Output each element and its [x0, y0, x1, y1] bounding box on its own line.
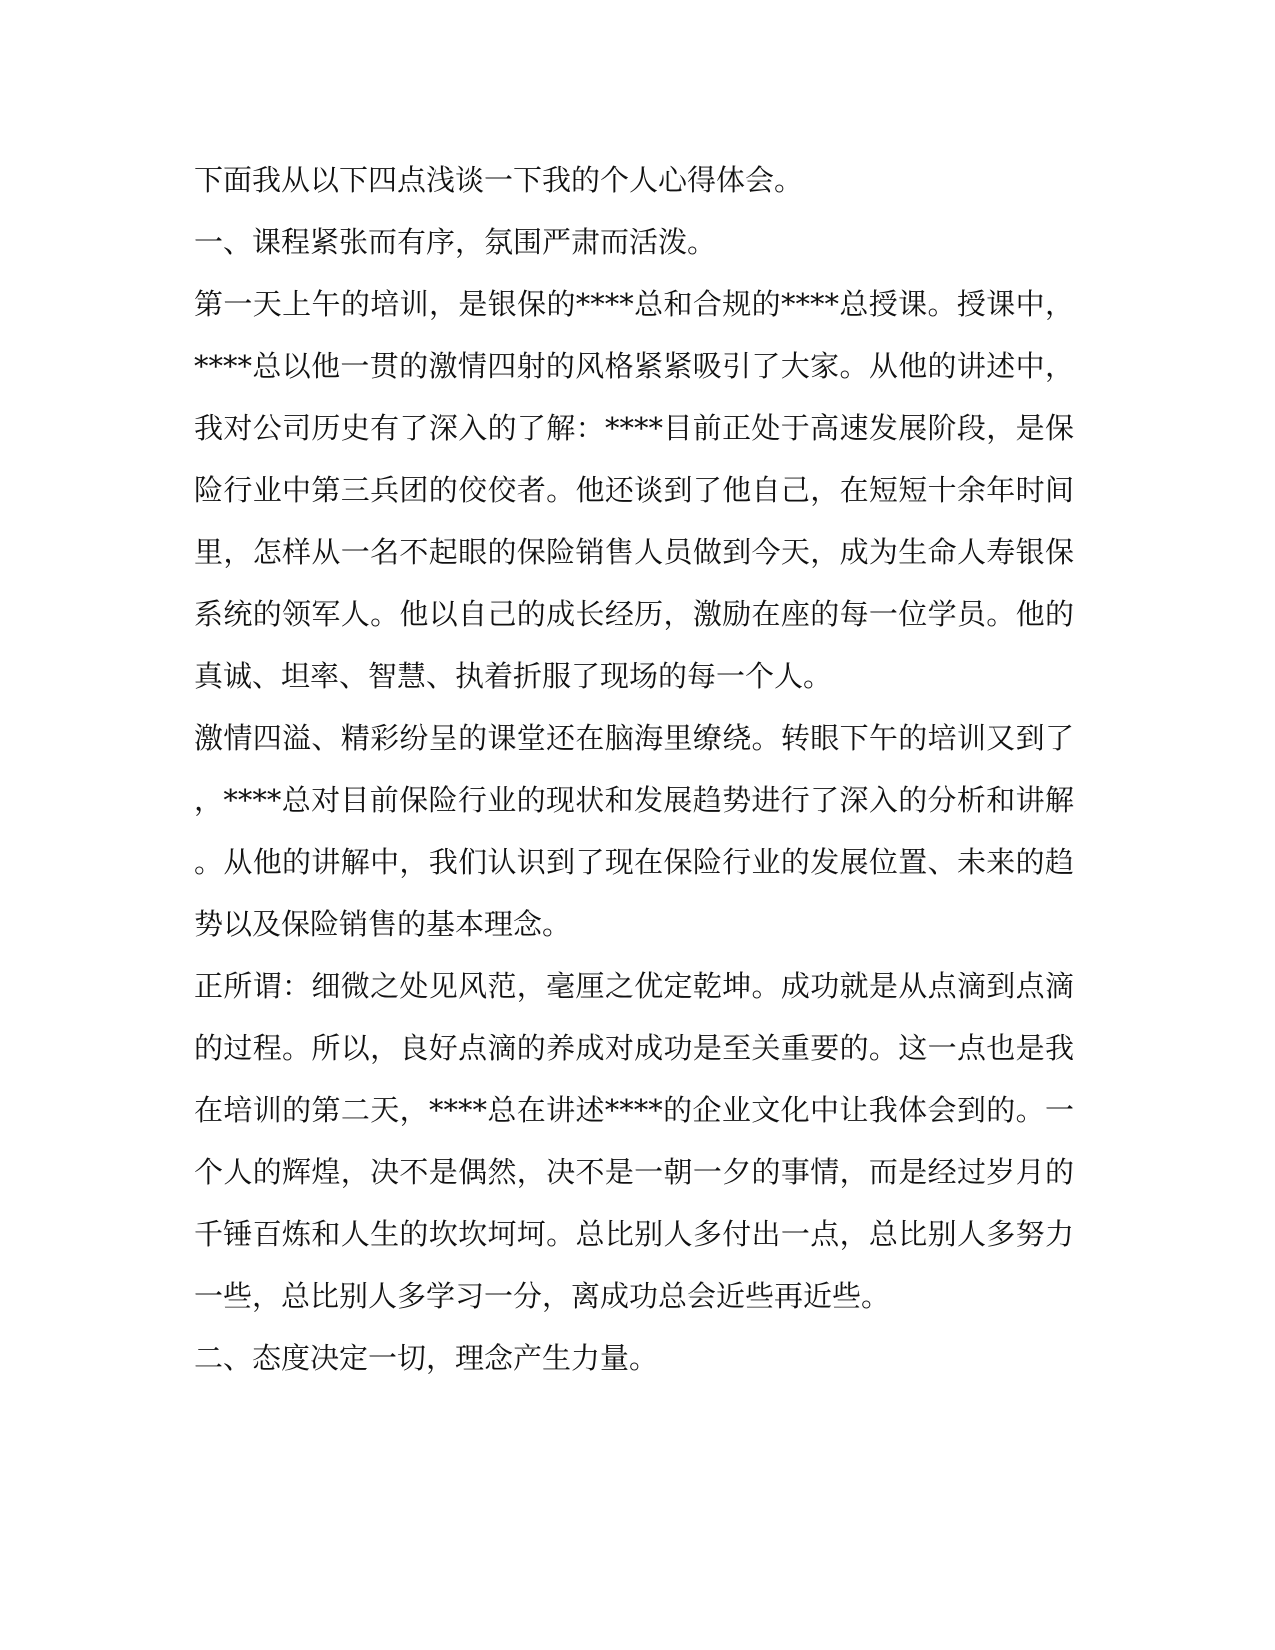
text-line-14: 正所谓：细微之处见风范，毫厘之优定乾坤。成功就是从点滴到点滴: [194, 969, 1074, 1003]
text-line-5: 我对公司历史有了深入的了解：****目前正处于高速发展阶段，是保: [194, 411, 1074, 445]
section-heading-2: 二、态度决定一切，理念产生力量。: [194, 1341, 659, 1375]
text-line-18: 千锤百炼和人生的坎坎坷坷。总比别人多付出一点，总比别人多努力: [194, 1217, 1074, 1251]
text-line-15: 的过程。所以，良好点滴的养成对成功是至关重要的。这一点也是我: [194, 1031, 1074, 1065]
text-line-1: 下面我从以下四点浅谈一下我的个人心得体会。: [194, 163, 804, 197]
text-line-7: 里，怎样从一名不起眼的保险销售人员做到今天，成为生命人寿银保: [194, 535, 1074, 569]
text-line-9: 真诚、坦率、智慧、执着折服了现场的每一个人。: [194, 659, 833, 693]
text-line-6: 险行业中第三兵团的佼佼者。他还谈到了他自己，在短短十余年时间: [194, 473, 1074, 507]
text-line-17: 个人的辉煌，决不是偶然，决不是一朝一夕的事情，而是经过岁月的: [194, 1155, 1074, 1189]
text-line-16: 在培训的第二天，****总在讲述****的企业文化中让我体会到的。一: [194, 1093, 1074, 1127]
text-line-10: 激情四溢、精彩纷呈的课堂还在脑海里缭绕。转眼下午的培训又到了: [194, 721, 1074, 755]
text-line-8: 系统的领军人。他以自己的成长经历，激励在座的每一位学员。他的: [194, 597, 1074, 631]
text-line-11: ，****总对目前保险行业的现状和发展趋势进行了深入的分析和讲解: [194, 783, 1074, 817]
text-line-19: 一些，总比别人多学习一分，离成功总会近些再近些。: [194, 1279, 891, 1313]
text-line-3: 第一天上午的培训，是银保的****总和合规的****总授课。授课中，: [194, 287, 1074, 321]
text-line-12: 。从他的讲解中，我们认识到了现在保险行业的发展位置、未来的趋: [194, 845, 1074, 879]
text-line-13: 势以及保险销售的基本理念。: [194, 907, 572, 941]
text-line-4: ****总以他一贯的激情四射的风格紧紧吸引了大家。从他的讲述中，: [194, 349, 1074, 383]
section-heading-1: 一、课程紧张而有序，氛围严肃而活泼。: [194, 225, 717, 259]
